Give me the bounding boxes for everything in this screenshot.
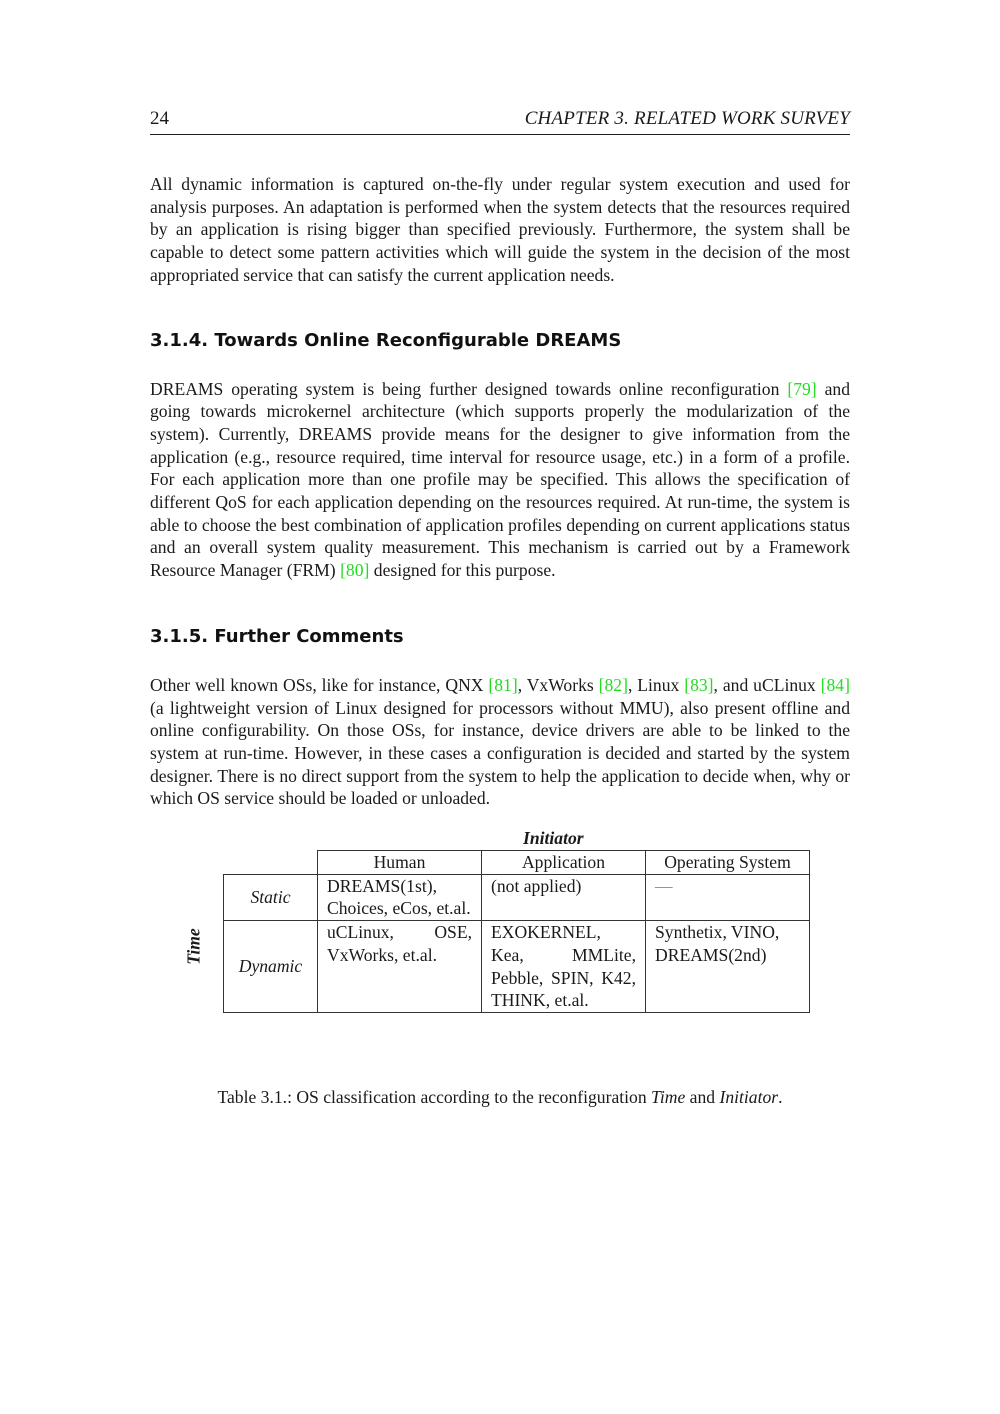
table-cell: — [646, 874, 810, 920]
paragraph-dreams [150, 378, 850, 582]
os-classification-table-area [150, 828, 850, 1073]
table-corner [224, 851, 318, 875]
text-segment: , Linux [627, 674, 685, 695]
caption-time: Time [651, 1087, 686, 1108]
table-row [224, 921, 810, 1013]
caption-initiator: Initiator [719, 1087, 779, 1108]
citation-link[interactable]: [81] [488, 674, 518, 695]
text-segment: , and uCLinux [713, 674, 821, 695]
os-classification-table [223, 850, 810, 1013]
table-cell: uCLinux, OSE, VxWorks, et.al. [318, 921, 482, 1013]
chapter-title: CHAPTER 3. RELATED WORK SURVEY [524, 108, 850, 129]
text-segment: Other well known OSs, like for instance, QNX [150, 674, 489, 695]
text-segment: (a lightweight version of Linux designed for processors without MMU), also present offline and online configurability. On those OSs, for instance, device drivers are able to be linked to the system at run-time. However, in these cases a configuration is decided and started by the system designer. There is no direct support from the system to help the application to decide when, why or which OS service should be loaded or unloaded. [150, 697, 850, 809]
page [150, 108, 850, 1108]
column-header: Application [482, 851, 646, 875]
column-header: Operating System [646, 851, 810, 875]
text-segment: DREAMS operating system is being further designed towards online reconfiguration [150, 378, 788, 399]
table-cell: Synthetix, VINO, DREAMS(2nd) [646, 921, 810, 1013]
citation-link[interactable]: [83] [684, 674, 714, 695]
caption-text: Table 3.1.: OS classification according to the reconfiguration [217, 1087, 652, 1108]
table-cell: EXOKERNEL, Kea, MMLite, Pebble, SPIN, K42, THINK, et.al. [482, 921, 646, 1013]
section-heading-3-1-5: 3.1.5. Further Comments [150, 625, 404, 647]
row-header: Dynamic [224, 921, 318, 1013]
table-caption [150, 1087, 850, 1108]
caption-text: and [685, 1087, 720, 1108]
page-number: 24 [150, 108, 169, 129]
table-cell: DREAMS(1st), Choices, eCos, et.al. [318, 874, 482, 920]
running-header [150, 108, 850, 135]
citation-link[interactable]: [84] [820, 674, 850, 695]
citation-link[interactable]: [79] [787, 378, 817, 399]
text-segment: and going towards microkernel architecture (which supports properly the modularization of the system). Currently, DREAMS provide means for the designer to give information from the application (e.g., resource required, time interval for resource usage, etc.) in a form of a profile. For each application more than one profile may be specified. This allows the specification of different QoS for each application depending on the resources required. At run-time, the system is able to choose the best combination of application profiles depending on current applications status and an overall system quality measurement. This mechanism is carried out by a Framework Resource Manager (FRM) [150, 378, 850, 581]
table-row [224, 874, 810, 920]
row-header: Static [224, 874, 318, 920]
table-header-row [224, 851, 810, 875]
text-segment: designed for this purpose. [369, 560, 556, 581]
table-cell: (not applied) [482, 874, 646, 920]
initiator-label: Initiator [523, 828, 584, 849]
paragraph-further-comments [150, 674, 850, 810]
citation-link[interactable]: [80] [340, 560, 370, 581]
time-label: Time [183, 928, 204, 965]
caption-text: . [778, 1087, 783, 1108]
column-header: Human [318, 851, 482, 875]
paragraph-dynamic-info: All dynamic information is captured on-the-fly under regular system execution and used for analysis purposes. An adaptation is performed when the system detects that the resources required by an application is rising bigger than specified previously. Furthermore, the system shall be capable to detect some pattern activities which will guide the system in the decision of the most appropriated service that can satisfy the current application needs. [150, 174, 850, 285]
citation-link[interactable]: [82] [598, 674, 628, 695]
text-segment: , VxWorks [517, 674, 599, 695]
section-heading-3-1-4: 3.1.4. Towards Online Reconfigurable DREAMS [150, 329, 622, 351]
